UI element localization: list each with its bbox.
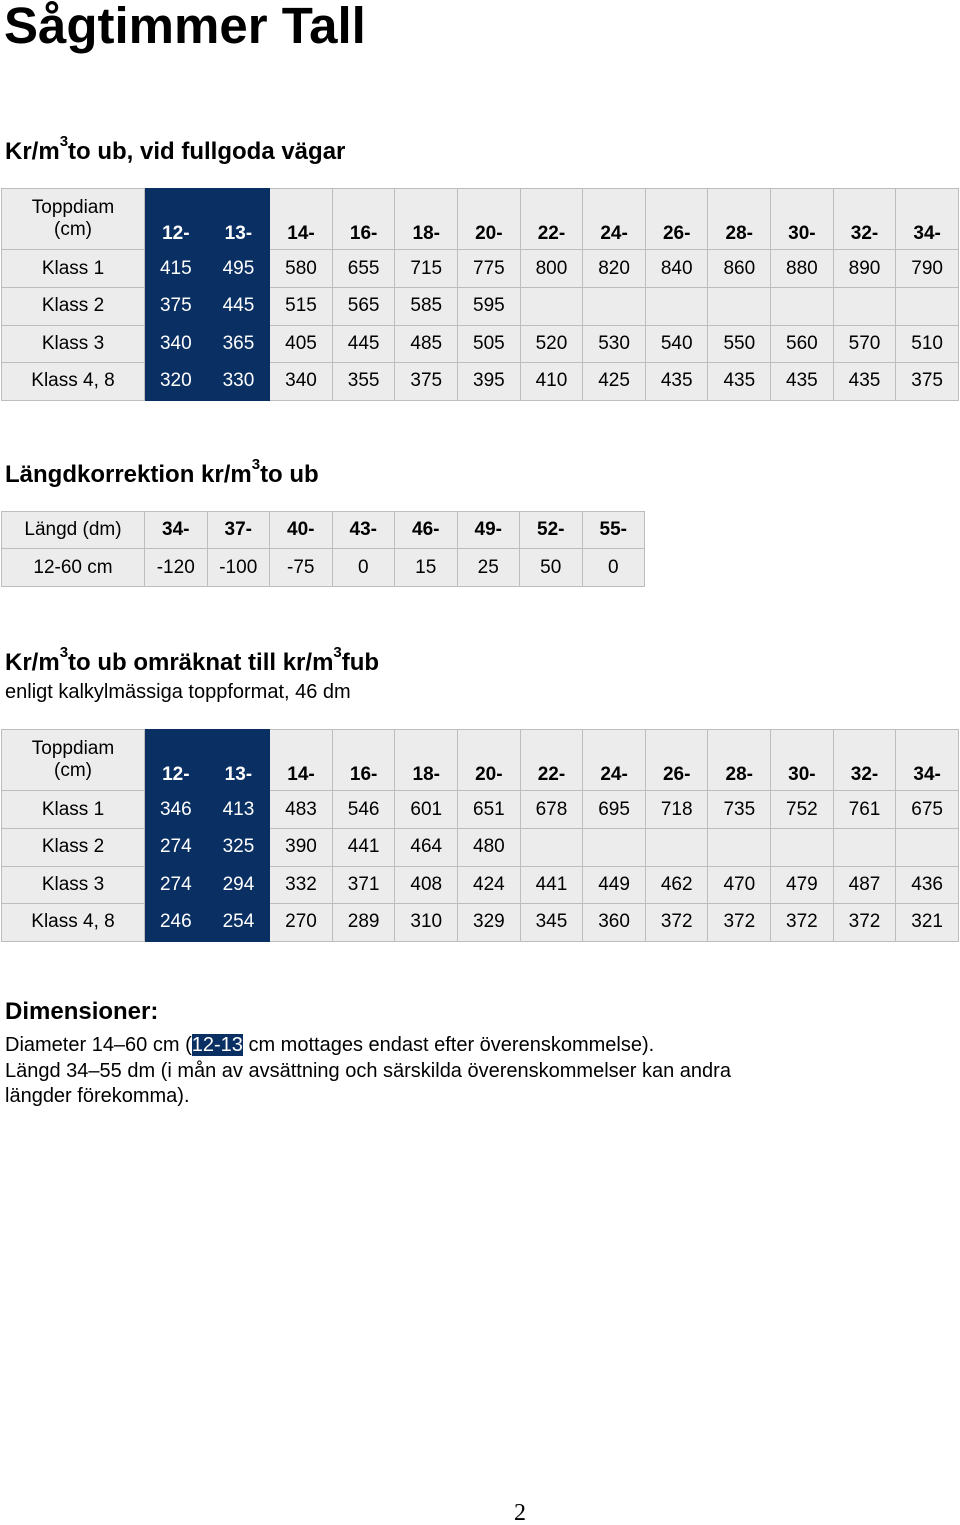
- column-header: 16-: [332, 730, 395, 791]
- column-header: 26-: [645, 730, 708, 791]
- column-header: 49-: [457, 512, 520, 549]
- table-cell: 487: [833, 866, 896, 904]
- table-cell: 820: [583, 250, 646, 288]
- dimensions-heading: Dimensioner:: [5, 998, 159, 1025]
- table-row: [2, 829, 959, 867]
- table-cell: 775: [458, 250, 521, 288]
- corner-header-line2: (cm): [54, 760, 92, 781]
- table-cell: 860: [708, 250, 771, 288]
- table-cell: 515: [270, 288, 333, 326]
- header-row: [2, 512, 645, 549]
- table-row: [2, 791, 959, 829]
- table-cell: 435: [771, 363, 834, 401]
- length-correction-table: [1, 511, 645, 587]
- table-cell: 550: [708, 325, 771, 363]
- table-cell: 675: [896, 791, 959, 829]
- section3-heading-pre: Kr/m: [5, 649, 60, 676]
- corner-header-line1: Toppdiam: [31, 738, 115, 759]
- price-table-fub: [1, 729, 959, 942]
- table-cell: [520, 288, 583, 326]
- table-row: [2, 363, 959, 401]
- row-label: Klass 2: [2, 829, 145, 867]
- table-cell: 405: [270, 325, 333, 363]
- table-cell: 800: [520, 250, 583, 288]
- table-cell: 435: [645, 363, 708, 401]
- corner-header-line2: (cm): [54, 219, 92, 240]
- column-header: 40-: [270, 512, 333, 549]
- column-header: 43-: [332, 512, 395, 549]
- column-header: 32-: [833, 730, 896, 791]
- dimensions-line3: längder förekomma).: [5, 1085, 190, 1107]
- table-cell: 294: [207, 866, 270, 904]
- section2-heading-post: to ub: [260, 461, 319, 488]
- table-row: [2, 325, 959, 363]
- table-cell: 540: [645, 325, 708, 363]
- table-cell: 320: [145, 363, 208, 401]
- table-cell: 595: [458, 288, 521, 326]
- table-cell: 360: [583, 904, 646, 942]
- column-header: 32-: [833, 189, 896, 250]
- row-label: Klass 1: [2, 250, 145, 288]
- table-cell: 655: [332, 250, 395, 288]
- table-cell: 560: [771, 325, 834, 363]
- row-label: Längd (dm): [2, 512, 145, 549]
- table-cell: [833, 288, 896, 326]
- price-table-ub: [1, 188, 959, 401]
- table-cell: 479: [771, 866, 834, 904]
- table-cell: 651: [458, 791, 521, 829]
- section1-heading: [5, 133, 346, 167]
- table-cell: 375: [896, 363, 959, 401]
- table-cell: 695: [583, 791, 646, 829]
- table-cell: 274: [145, 866, 208, 904]
- column-header: 20-: [458, 730, 521, 791]
- table-cell: 449: [583, 866, 646, 904]
- table-cell: 480: [458, 829, 521, 867]
- table-cell: 464: [395, 829, 458, 867]
- table-cell: -100: [207, 549, 270, 587]
- row-label: Klass 3: [2, 866, 145, 904]
- table-cell: 346: [145, 791, 208, 829]
- column-header: 34-: [145, 512, 208, 549]
- table-cell: 365: [207, 325, 270, 363]
- section3-heading-sup1: 3: [59, 644, 69, 661]
- table-cell: 678: [520, 791, 583, 829]
- row-label: Klass 4, 8: [2, 363, 145, 401]
- column-header: 12-: [145, 730, 208, 791]
- dimensions-line1-post: cm mottages endast efter överenskommelse).: [242, 1034, 655, 1056]
- row-label: Klass 1: [2, 791, 145, 829]
- table-cell: 321: [896, 904, 959, 942]
- row-label: Klass 4, 8: [2, 904, 145, 942]
- page-number: 2: [514, 1500, 526, 1525]
- table-cell: 752: [771, 791, 834, 829]
- table-cell: [771, 288, 834, 326]
- table-cell: 441: [520, 866, 583, 904]
- table-cell: 580: [270, 250, 333, 288]
- column-header: 13-: [207, 189, 270, 250]
- dimensions-line1-pre: Diameter 14–60 cm (: [5, 1034, 192, 1056]
- table-row: [2, 549, 645, 587]
- table-cell: 332: [270, 866, 333, 904]
- page-title: Sågtimmer Tall: [4, 0, 366, 54]
- column-header: 20-: [458, 189, 521, 250]
- table-cell: 790: [896, 250, 959, 288]
- corner-header-cell: [2, 730, 145, 791]
- header-row: [2, 189, 959, 250]
- section1-heading-sup: 3: [59, 133, 69, 150]
- table-cell: 718: [645, 791, 708, 829]
- table-cell: 372: [708, 904, 771, 942]
- table-cell: 436: [896, 866, 959, 904]
- table-cell: 330: [207, 363, 270, 401]
- table-cell: 0: [582, 549, 645, 587]
- table-cell: 372: [833, 904, 896, 942]
- column-header: 12-: [145, 189, 208, 250]
- table-cell: 546: [332, 791, 395, 829]
- table-cell: [645, 288, 708, 326]
- column-header: 28-: [708, 189, 771, 250]
- column-header: 46-: [395, 512, 458, 549]
- table-cell: [645, 829, 708, 867]
- table-cell: [708, 829, 771, 867]
- table-cell: [896, 288, 959, 326]
- table-cell: 413: [207, 791, 270, 829]
- table-row: [2, 904, 959, 942]
- table-cell: 270: [270, 904, 333, 942]
- section2-heading: [5, 456, 319, 490]
- column-header: 28-: [708, 730, 771, 791]
- column-header: 26-: [645, 189, 708, 250]
- column-header: 13-: [207, 730, 270, 791]
- section3-heading: [5, 644, 380, 678]
- table-cell: -120: [145, 549, 208, 587]
- table-cell: 0: [332, 549, 395, 587]
- column-header: 34-: [896, 730, 959, 791]
- table-cell: 520: [520, 325, 583, 363]
- table-cell: 415: [145, 250, 208, 288]
- table-cell: 425: [583, 363, 646, 401]
- column-header: 16-: [332, 189, 395, 250]
- table-cell: 310: [395, 904, 458, 942]
- section3-heading-sup2: 3: [333, 644, 342, 661]
- table-cell: 246: [145, 904, 208, 942]
- dimensions-highlight: 12-13: [191, 1034, 243, 1056]
- corner-header-line1: Toppdiam: [31, 197, 115, 218]
- table-cell: 435: [708, 363, 771, 401]
- section1-heading-pre: Kr/m: [5, 138, 60, 165]
- section3-heading-post: fub: [341, 649, 380, 676]
- table-cell: 462: [645, 866, 708, 904]
- table-cell: [771, 829, 834, 867]
- table-cell: [708, 288, 771, 326]
- column-header: 37-: [207, 512, 270, 549]
- table-cell: 890: [833, 250, 896, 288]
- column-header: 22-: [520, 189, 583, 250]
- row-label: Klass 3: [2, 325, 145, 363]
- table-cell: 329: [458, 904, 521, 942]
- dimensions-line2: Längd 34–55 dm (i mån av avsättning och särskilda överenskommelser kan andra: [5, 1060, 731, 1082]
- table-cell: 395: [458, 363, 521, 401]
- section2-heading-pre: Längdkorrektion kr/m: [5, 461, 252, 488]
- table-cell: 340: [145, 325, 208, 363]
- section3-subtitle: enligt kalkylmässiga toppformat, 46 dm: [5, 681, 351, 703]
- table-cell: 880: [771, 250, 834, 288]
- column-header: 30-: [771, 730, 834, 791]
- column-header: 55-: [582, 512, 645, 549]
- table-cell: 585: [395, 288, 458, 326]
- table-cell: 372: [771, 904, 834, 942]
- table-cell: 445: [332, 325, 395, 363]
- table-cell: 372: [645, 904, 708, 942]
- table-cell: 340: [270, 363, 333, 401]
- table-cell: 50: [520, 549, 583, 587]
- table-cell: 371: [332, 866, 395, 904]
- table-cell: 25: [457, 549, 520, 587]
- table-cell: 601: [395, 791, 458, 829]
- section3-heading-mid: to ub omräknat till kr/m: [68, 649, 334, 676]
- dimensions-line1: [5, 1032, 654, 1058]
- column-header: 14-: [270, 189, 333, 250]
- table-cell: 289: [332, 904, 395, 942]
- table-cell: [583, 288, 646, 326]
- column-header: 52-: [520, 512, 583, 549]
- column-header: 14-: [270, 730, 333, 791]
- table-cell: 510: [896, 325, 959, 363]
- table-cell: 470: [708, 866, 771, 904]
- table-cell: 408: [395, 866, 458, 904]
- table-cell: 345: [520, 904, 583, 942]
- column-header: 18-: [395, 189, 458, 250]
- table-cell: 565: [332, 288, 395, 326]
- table-cell: 325: [207, 829, 270, 867]
- header-row: [2, 730, 959, 791]
- section2-heading-sup: 3: [251, 456, 261, 473]
- table-cell: 485: [395, 325, 458, 363]
- table-cell: 274: [145, 829, 208, 867]
- table-cell: 483: [270, 791, 333, 829]
- corner-header-cell: [2, 189, 145, 250]
- table-cell: 441: [332, 829, 395, 867]
- table-cell: 570: [833, 325, 896, 363]
- table-cell: 761: [833, 791, 896, 829]
- row-label: 12-60 cm: [2, 549, 145, 587]
- table-cell: 735: [708, 791, 771, 829]
- table-cell: 530: [583, 325, 646, 363]
- column-header: 18-: [395, 730, 458, 791]
- table-cell: 505: [458, 325, 521, 363]
- column-header: 30-: [771, 189, 834, 250]
- table-row: [2, 866, 959, 904]
- column-header: 24-: [583, 730, 646, 791]
- table-cell: 375: [395, 363, 458, 401]
- table-cell: [833, 829, 896, 867]
- table-cell: 410: [520, 363, 583, 401]
- table-cell: 495: [207, 250, 270, 288]
- table-cell: 375: [145, 288, 208, 326]
- table-cell: [520, 829, 583, 867]
- table-row: [2, 250, 959, 288]
- table-cell: 445: [207, 288, 270, 326]
- table-cell: 355: [332, 363, 395, 401]
- table-cell: 390: [270, 829, 333, 867]
- table-cell: 254: [207, 904, 270, 942]
- table-cell: 435: [833, 363, 896, 401]
- table-cell: 424: [458, 866, 521, 904]
- row-label: Klass 2: [2, 288, 145, 326]
- table-cell: [896, 829, 959, 867]
- table-row: [2, 288, 959, 326]
- table-cell: -75: [270, 549, 333, 587]
- column-header: 24-: [583, 189, 646, 250]
- table-cell: 15: [395, 549, 458, 587]
- table-cell: 715: [395, 250, 458, 288]
- table-cell: [583, 829, 646, 867]
- section1-heading-post: to ub, vid fullgoda vägar: [68, 138, 346, 165]
- table-cell: 840: [645, 250, 708, 288]
- column-header: 22-: [520, 730, 583, 791]
- column-header: 34-: [896, 189, 959, 250]
